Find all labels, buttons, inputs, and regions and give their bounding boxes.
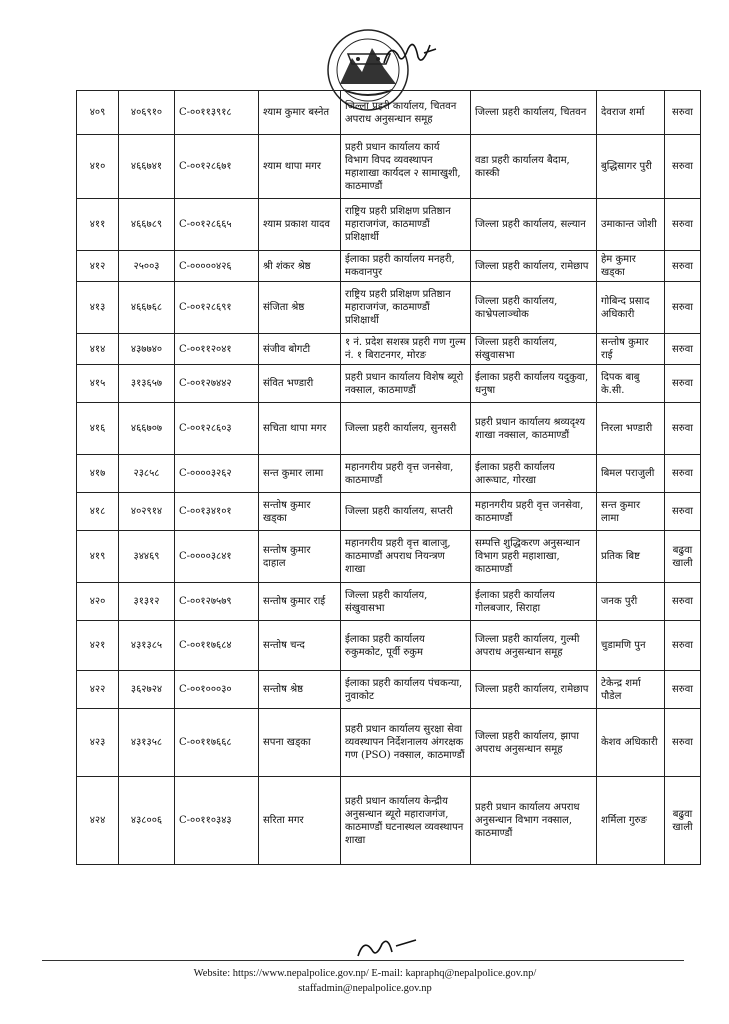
new-office-cell: जिल्ला प्रहरी कार्यालय, सल्यान	[471, 199, 597, 251]
serial-number-cell: ४२०	[77, 583, 119, 621]
table-row	[77, 135, 701, 199]
code-number-cell: C-००१२८६०३	[175, 403, 259, 455]
table-row	[77, 583, 701, 621]
footer-contact-line: staffadmin@nepalpolice.gov.np	[298, 983, 432, 994]
replacement-officer-cell: सन्तोष कुमार राई	[597, 334, 665, 365]
replacement-officer-cell: जनक पुरी	[597, 583, 665, 621]
serial-number-cell: ४१३	[77, 282, 119, 334]
employee-name-cell: संजीव बोगटी	[259, 334, 341, 365]
replacement-officer-cell: गोबिन्द प्रसाद अधिकारी	[597, 282, 665, 334]
remark-cell: बढुवा खाली	[665, 777, 701, 865]
new-office-cell: महानगरीय प्रहरी वृत्त जनसेवा, काठमाण्डौं	[471, 493, 597, 531]
code-number-cell: C-००११७६८४	[175, 621, 259, 671]
serial-number-cell: ४२१	[77, 621, 119, 671]
current-office-cell: जिल्ला प्रहरी कार्यालय, चितवन अपराध अनुसन्धान समूह	[341, 91, 471, 135]
serial-number-cell: ४१५	[77, 365, 119, 403]
remark-cell: सरुवा	[665, 403, 701, 455]
footer-contact-line: Website: https://www.nepalpolice.gov.np/ E-mail: kapraphq@nepalpolice.gov.np/	[193, 968, 537, 979]
current-office-cell: राष्ट्रिय प्रहरी प्रशिक्षण प्रतिष्ठान महाराजगंज, काठमाण्डौं प्रशिक्षार्थी	[341, 199, 471, 251]
new-office-cell: जिल्ला प्रहरी कार्यालय, गुल्मी अपराध अनुसन्धान समूह	[471, 621, 597, 671]
current-office-cell: जिल्ला प्रहरी कार्यालय, संखुवासभा	[341, 583, 471, 621]
employee-name-cell: श्री शंकर श्रेष्ठ	[259, 251, 341, 282]
remark-cell: सरुवा	[665, 282, 701, 334]
table-row	[77, 777, 701, 865]
remark-cell: सरुवा	[665, 334, 701, 365]
remark-cell: सरुवा	[665, 583, 701, 621]
employee-name-cell: सपना खड्का	[259, 709, 341, 777]
employee-id-cell: ३१३१२	[119, 583, 175, 621]
serial-number-cell: ४२२	[77, 671, 119, 709]
current-office-cell: महानगरीय प्रहरी वृत्त बालाजु, काठमाण्डौं अपराध नियन्त्रण शाखा	[341, 531, 471, 583]
remark-cell: सरुवा	[665, 493, 701, 531]
code-number-cell: C-००१२८६९१	[175, 282, 259, 334]
current-office-cell: महानगरीय प्रहरी वृत्त जनसेवा, काठमाण्डौं	[341, 455, 471, 493]
current-office-cell: प्रहरी प्रधान कार्यालय कार्य विभाग विपद व्यवस्थापन महाशाखा कार्यदल २ सामाखुशी, काठमाण्डौं	[341, 135, 471, 199]
employee-name-cell: सचिता थापा मगर	[259, 403, 341, 455]
table-row	[77, 91, 701, 135]
serial-number-cell: ४१७	[77, 455, 119, 493]
replacement-officer-cell: शर्मिला गुरुङ	[597, 777, 665, 865]
serial-number-cell: ४२३	[77, 709, 119, 777]
current-office-cell: ईलाका प्रहरी कार्यालय मनहरी, मकवानपुर	[341, 251, 471, 282]
table-row	[77, 199, 701, 251]
table-row	[77, 709, 701, 777]
replacement-officer-cell: हेम कुमार खड्का	[597, 251, 665, 282]
records-table-body	[77, 91, 701, 865]
code-number-cell: C-००००३८४१	[175, 531, 259, 583]
employee-id-cell: ४६६७८९	[119, 199, 175, 251]
employee-name-cell: श्याम थापा मगर	[259, 135, 341, 199]
serial-number-cell: ४१४	[77, 334, 119, 365]
remark-cell: सरुवा	[665, 671, 701, 709]
remark-cell: बढुवा खाली	[665, 531, 701, 583]
footer-divider	[42, 960, 684, 961]
remark-cell: सरुवा	[665, 621, 701, 671]
serial-number-cell: ४१२	[77, 251, 119, 282]
current-office-cell: प्रहरी प्रधान कार्यालय सुरक्षा सेवा व्यवस्थापन निर्देशनालय अंगरक्षक गण (PSO) नक्साल, काठमाण्डौं	[341, 709, 471, 777]
current-office-cell: राष्ट्रिय प्रहरी प्रशिक्षण प्रतिष्ठान महाराजगंज, काठमाण्डौं प्रशिक्षार्थी	[341, 282, 471, 334]
replacement-officer-cell: सन्त कुमार लामा	[597, 493, 665, 531]
employee-id-cell: ३६२७२४	[119, 671, 175, 709]
employee-id-cell: ३४४६९	[119, 531, 175, 583]
new-office-cell: जिल्ला प्रहरी कार्यालय, झापा अपराध अनुसन्धान समूह	[471, 709, 597, 777]
code-number-cell: C-००१२८६७१	[175, 135, 259, 199]
new-office-cell: जिल्ला प्रहरी कार्यालय, चितवन	[471, 91, 597, 135]
remark-cell: सरुवा	[665, 135, 701, 199]
employee-id-cell: ४६६७६८	[119, 282, 175, 334]
new-office-cell: जिल्ला प्रहरी कार्यालय, रामेछाप	[471, 251, 597, 282]
table-row	[77, 531, 701, 583]
employee-id-cell: ४०२९१४	[119, 493, 175, 531]
code-number-cell: C-००००३२६२	[175, 455, 259, 493]
code-number-cell: C-००११३९१८	[175, 91, 259, 135]
employee-name-cell: संजिता श्रेष्ठ	[259, 282, 341, 334]
table-row	[77, 493, 701, 531]
employee-id-cell: ४३१३८५	[119, 621, 175, 671]
employee-name-cell: सन्त कुमार लामा	[259, 455, 341, 493]
table-row	[77, 455, 701, 493]
replacement-officer-cell: टेकेन्द्र शर्मा पौडेल	[597, 671, 665, 709]
serial-number-cell: ४१०	[77, 135, 119, 199]
remark-cell: सरुवा	[665, 251, 701, 282]
table-row	[77, 621, 701, 671]
table-row	[77, 282, 701, 334]
table-row	[77, 251, 701, 282]
remark-cell: सरुवा	[665, 365, 701, 403]
current-office-cell: ईलाका प्रहरी कार्यालय पंचकन्या, नुवाकोट	[341, 671, 471, 709]
current-office-cell: ईलाका प्रहरी कार्यालय रुकुमकोट, पूर्वी रुकुम	[341, 621, 471, 671]
current-office-cell: १ नं. प्रदेश सशस्त्र प्रहरी गण गुल्म नं. १ बिराटनगर, मोरङ	[341, 334, 471, 365]
replacement-officer-cell: चुडामणि पुन	[597, 621, 665, 671]
replacement-officer-cell: प्रतिक बिष्ट	[597, 531, 665, 583]
employee-name-cell: श्याम प्रकाश यादव	[259, 199, 341, 251]
footer	[60, 966, 670, 996]
remark-cell: सरुवा	[665, 709, 701, 777]
replacement-officer-cell: बुद्धिसागर पुरी	[597, 135, 665, 199]
serial-number-cell: ४११	[77, 199, 119, 251]
current-office-cell: प्रहरी प्रधान कार्यालय केन्द्रीय अनुसन्धान ब्यूरो महाराजगंज, काठमाण्डौं घटनास्थल व्यवस्थापन शाखा	[341, 777, 471, 865]
remark-cell: सरुवा	[665, 199, 701, 251]
employee-id-cell: ४०६९१०	[119, 91, 175, 135]
code-number-cell: C-०००००४२६	[175, 251, 259, 282]
new-office-cell: वडा प्रहरी कार्यालय बैदाम, कास्की	[471, 135, 597, 199]
code-number-cell: C-००११०३४३	[175, 777, 259, 865]
replacement-officer-cell: दिपक बाबु के.सी.	[597, 365, 665, 403]
employee-name-cell: श्याम कुमार बस्नेत	[259, 91, 341, 135]
employee-id-cell: ४६६७०७	[119, 403, 175, 455]
current-office-cell: जिल्ला प्रहरी कार्यालय, सप्तरी	[341, 493, 471, 531]
table-row	[77, 365, 701, 403]
new-office-cell: जिल्ला प्रहरी कार्यालय, रामेछाप	[471, 671, 597, 709]
replacement-officer-cell: बिमल पराजुली	[597, 455, 665, 493]
serial-number-cell: ४१६	[77, 403, 119, 455]
signature-icon	[380, 35, 440, 75]
employee-name-cell: सन्तोष कुमार खड्का	[259, 493, 341, 531]
code-number-cell: C-००१०००३०	[175, 671, 259, 709]
signature-icon	[352, 932, 422, 962]
employee-name-cell: सन्तोष कुमार दाहाल	[259, 531, 341, 583]
table-row	[77, 671, 701, 709]
code-number-cell: C-००१२७४४२	[175, 365, 259, 403]
employee-id-cell: २३८५८	[119, 455, 175, 493]
employee-name-cell: सन्तोष चन्द	[259, 621, 341, 671]
replacement-officer-cell: निरला भण्डारी	[597, 403, 665, 455]
new-office-cell: प्रहरी प्रधान कार्यालय अपराध अनुसन्धान विभाग नक्साल, काठमाण्डौं	[471, 777, 597, 865]
code-number-cell: C-००११७६६८	[175, 709, 259, 777]
serial-number-cell: ४१८	[77, 493, 119, 531]
replacement-officer-cell: उमाकान्त जोशी	[597, 199, 665, 251]
employee-name-cell: सन्तोष कुमार राई	[259, 583, 341, 621]
new-office-cell: जिल्ला प्रहरी कार्यालय, काभ्रेपलाञ्चोक	[471, 282, 597, 334]
table-row	[77, 334, 701, 365]
replacement-officer-cell: केशव अधिकारी	[597, 709, 665, 777]
new-office-cell: ईलाका प्रहरी कार्यालय गोलबजार, सिराहा	[471, 583, 597, 621]
serial-number-cell: ४१९	[77, 531, 119, 583]
code-number-cell: C-००११२०४१	[175, 334, 259, 365]
code-number-cell: C-००१२८६६५	[175, 199, 259, 251]
new-office-cell: ईलाका प्रहरी कार्यालय आरूघाट, गोरखा	[471, 455, 597, 493]
serial-number-cell: ४०९	[77, 91, 119, 135]
employee-id-cell: ३१३६५७	[119, 365, 175, 403]
code-number-cell: C-००१३४१०१	[175, 493, 259, 531]
table-row	[77, 403, 701, 455]
current-office-cell: प्रहरी प्रधान कार्यालय विशेष ब्यूरो नक्साल, काठमाण्डौं	[341, 365, 471, 403]
new-office-cell: प्रहरी प्रधान कार्यालय श्रव्यदृश्य शाखा नक्साल, काठमाण्डौं	[471, 403, 597, 455]
employee-name-cell: सरिता मगर	[259, 777, 341, 865]
employee-id-cell: २५००३	[119, 251, 175, 282]
replacement-officer-cell: देवराज शर्मा	[597, 91, 665, 135]
employee-id-cell: ४३८००६	[119, 777, 175, 865]
employee-id-cell: ४३१३५८	[119, 709, 175, 777]
serial-number-cell: ४२४	[77, 777, 119, 865]
new-office-cell: ईलाका प्रहरी कार्यालय यदुकुवा, धनुषा	[471, 365, 597, 403]
code-number-cell: C-००१२७५७९	[175, 583, 259, 621]
remark-cell: सरुवा	[665, 91, 701, 135]
remark-cell: सरुवा	[665, 455, 701, 493]
records-table	[76, 90, 701, 865]
new-office-cell: जिल्ला प्रहरी कार्यालय, संखुवासभा	[471, 334, 597, 365]
current-office-cell: जिल्ला प्रहरी कार्यालय, सुनसरी	[341, 403, 471, 455]
employee-name-cell: सन्तोष श्रेष्ठ	[259, 671, 341, 709]
employee-name-cell: संवित भण्डारी	[259, 365, 341, 403]
new-office-cell: सम्पत्ति शुद्धिकरण अनुसन्धान विभाग प्रहरी महाशाखा, काठमाण्डौं	[471, 531, 597, 583]
employee-id-cell: ४३७७४०	[119, 334, 175, 365]
employee-id-cell: ४६६७४१	[119, 135, 175, 199]
